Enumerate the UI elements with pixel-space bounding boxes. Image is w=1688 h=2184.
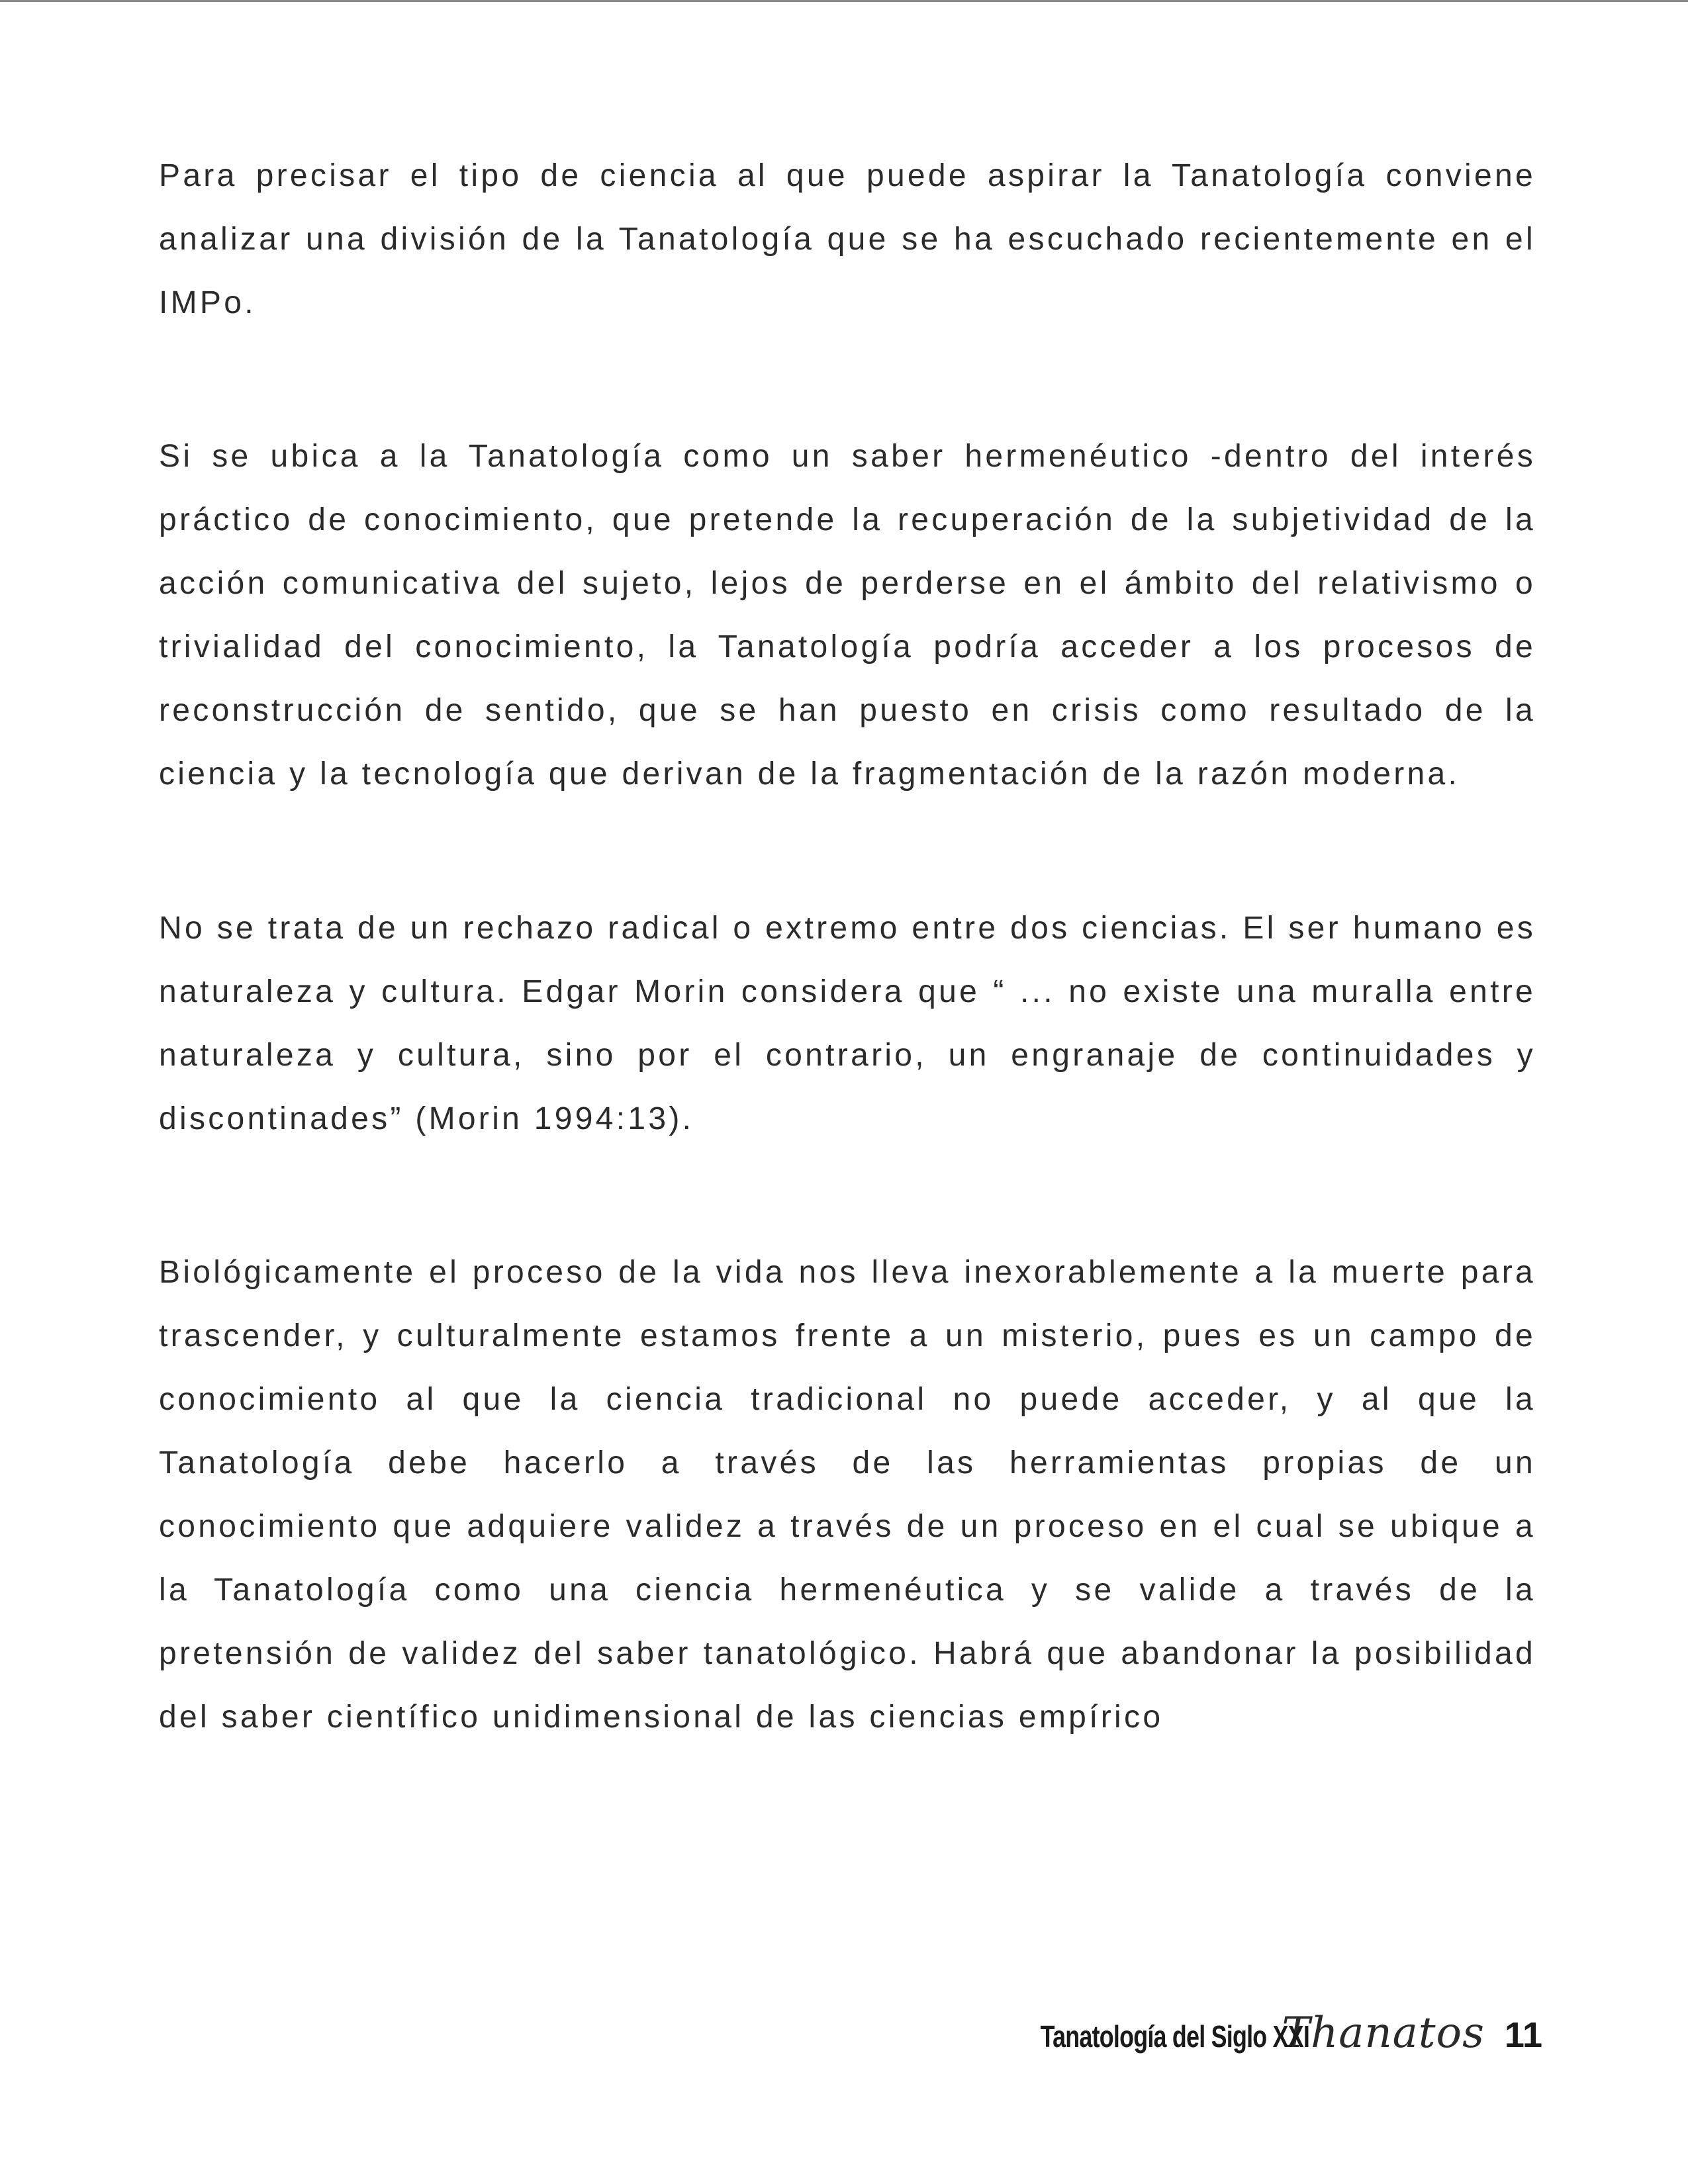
footer-brand-logo: Thanatos [1282, 2009, 1485, 2058]
footer-publication-title: Tanatología del Siglo XXI [1040, 2019, 1310, 2054]
paragraph-2: Si se ubica a la Tanatología como un saber hermenéutico -dentro del interés práctico de conocimiento, que pretende la recuperación de la subjetividad de la acción comunicativa del sujeto, lejos de perderse en el ámbito del relativismo o trivialidad del conocimiento, la Tanatología podría acceder a los procesos de reconstrucción de sentido, que se han puesto en crisis como resultado de la ciencia y la tecnología que derivan de la fragmentación de la razón moderna. [159, 439, 1536, 792]
paragraph-3: No se trata de un rechazo radical o extremo entre dos ciencias. El ser humano es naturaleza y cultura. Edgar Morin considera que “ ... no existe una muralla entre naturaleza y cultura, sino por el contrario, un engranaje de continuidades y discontinades” (Morin 1994:13). [159, 911, 1536, 1136]
page-number: 11 [1504, 2015, 1542, 2055]
page-footer [964, 2009, 1542, 2058]
paragraph-1: Para precisar el tipo de ciencia al que puede aspirar la Tanatología conviene analizar una división de la Tanatología que se ha escuchado recientemente en el IMPo. [159, 158, 1536, 320]
top-rule [0, 0, 1688, 2]
paragraph-4: Biológicamente el proceso de la vida nos lleva inexorablemente a la muerte para trascender, y culturalmente estamos frente a un misterio, pues es un campo de conocimiento al que la ciencia tradicional no puede acceder, y al que la Tanatología debe hacerlo a través de las herramientas propias de un conocimiento que adquiere validez a través de un proceso en el cual se ubique a la Tanatología como una ciencia hermenéutica y se valide a través de la pretensión de validez del saber tanatológico. Habrá que abandonar la posibilidad del saber científico unidimensional de las ciencias empírico [159, 1255, 1536, 1735]
